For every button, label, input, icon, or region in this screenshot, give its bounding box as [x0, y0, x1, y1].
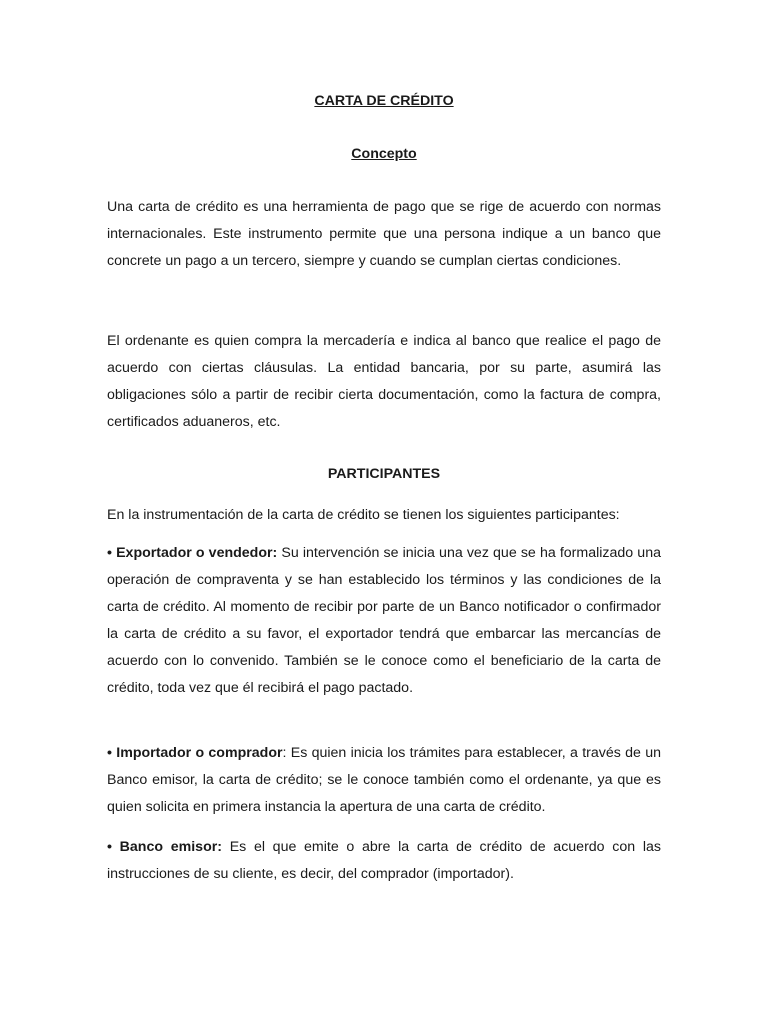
document-title: CARTA DE CRÉDITO [314, 93, 454, 109]
participant-exportador [107, 540, 661, 702]
concepto-paragraph-1: Una carta de crédito es una herramienta de pago que se rige de acuerdo con normas internacionales. Este instrumento permite que una persona indique a un banco que concrete un pago a un tercero, siempre y cuando se cumplan ciertas condiciones. [107, 199, 661, 269]
participant-term: Banco emisor: [119, 839, 222, 855]
participantes-heading: PARTICIPANTES [327, 466, 441, 482]
bullet-icon: • [107, 745, 112, 761]
participant-description: : Es quien inicia los trámites para establecer, a través de un Banco emisor, la carta de crédito; se le conoce también como el ordenante, ya que es quien solicita en primera instancia la apertura de una carta de crédito. [107, 745, 661, 815]
concepto-heading: Concepto [351, 146, 417, 162]
participant-term: Exportador o vendedor: [116, 545, 278, 561]
bullet-icon: • [107, 839, 112, 855]
participant-description: Es el que emite o abre la carta de crédito de acuerdo con las instrucciones de su cliente, es decir, del comprador (importador). [107, 839, 661, 882]
participant-importador [107, 740, 661, 821]
participant-description: Su intervención se inicia una vez que se ha formalizado una operación de compraventa y se han establecido los términos y las condiciones de la carta de crédito. Al momento de recibir por parte de un Banco notificador o confirmador la carta de crédito a su favor, el exportador tendrá que embarcar las mercancías de acuerdo con lo convenido. También se le conoce como el beneficiario de la carta de crédito, toda vez que él recibirá el pago pactado. [107, 545, 661, 696]
participant-banco-emisor [107, 834, 661, 888]
participantes-intro: En la instrumentación de la carta de crédito se tienen los siguientes participantes: [107, 507, 620, 523]
concepto-paragraph-2: El ordenante es quien compra la mercadería e indica al banco que realice el pago de acuerdo con ciertas cláusulas. La entidad bancaria, por su parte, asumirá las obligaciones sólo a partir de recibir cierta documentación, como la factura de compra, certificados aduaneros, etc. [107, 333, 661, 430]
participant-term: Importador o comprador [116, 745, 283, 761]
bullet-icon: • [107, 545, 112, 561]
